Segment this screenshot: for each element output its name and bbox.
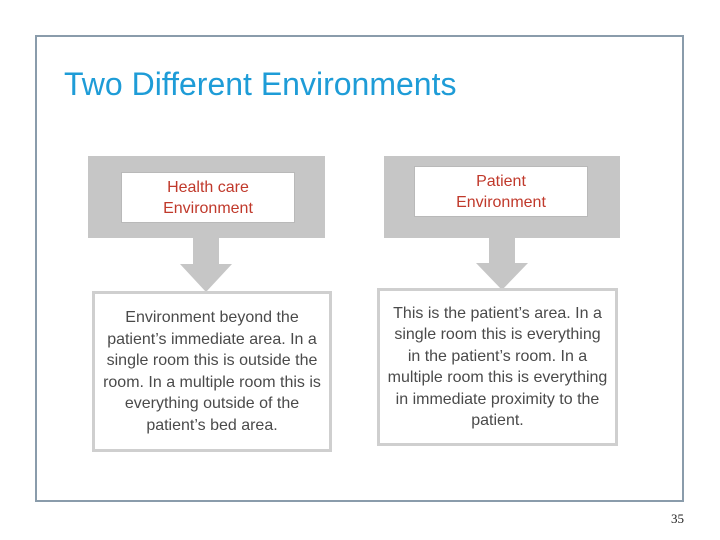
page-number: 35	[671, 511, 684, 526]
slide-title: Two Different Environments	[64, 66, 457, 102]
left-description-box	[92, 291, 332, 452]
left-header-box	[121, 172, 295, 223]
right-description-text: This is the patient’s area. In a single room this is everything in the patient’s room. In a multiple room this is everything in immediate proximity to the patient.	[387, 304, 608, 429]
right-header-label: Patient Environment	[456, 172, 546, 211]
right-down-arrow-icon	[476, 236, 528, 290]
left-down-arrow-icon	[180, 236, 232, 292]
right-description-box	[377, 288, 618, 446]
right-header-box	[414, 166, 588, 217]
left-description-text: Environment beyond the patient’s immediate area. In a single room this is outside the room. In a multiple room this is everything outside of the patient’s bed area.	[103, 309, 321, 434]
left-header-label: Health care Environment	[163, 178, 253, 217]
